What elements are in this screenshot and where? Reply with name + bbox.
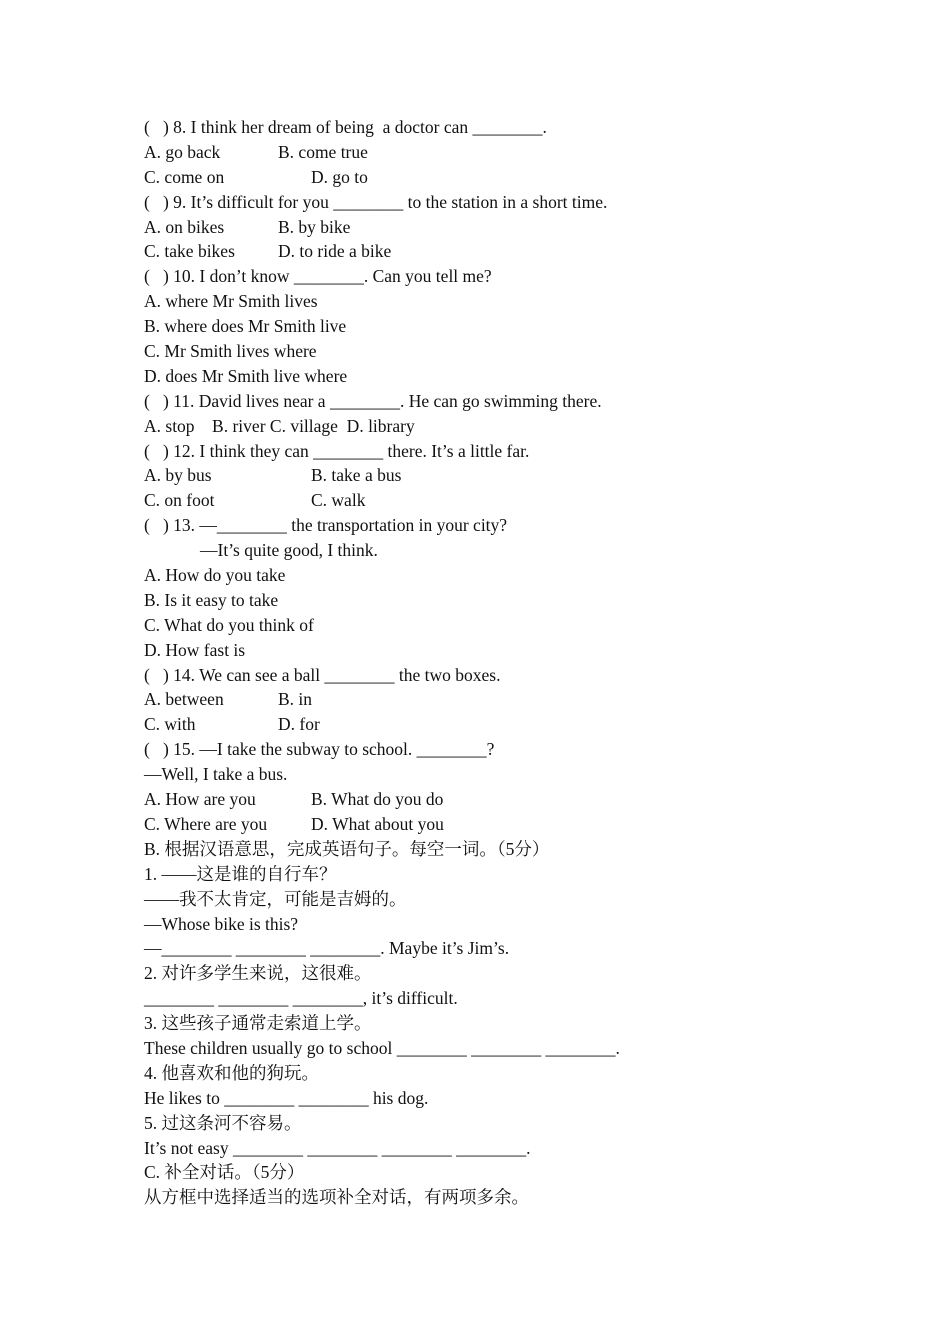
option-b: B. What do you do [311, 789, 444, 810]
question-10-stem: ( ) 10. I don’t know ________. Can you tell me? [144, 266, 492, 287]
option-c: C. What do you think of [144, 614, 314, 635]
question-12-options-row-2 [144, 488, 844, 513]
option-a: A. between [144, 689, 224, 710]
option-d: D. What about you [311, 813, 444, 834]
section-b-line: ——我不太肯定，可能是吉姆的。 [144, 888, 407, 909]
question-9-options-row-2 [144, 239, 844, 264]
section-b-line: 3. 这些孩子通常走索道上学。 [144, 1013, 372, 1034]
question-15-stem: ( ) 15. —I take the subway to school. ________? [144, 739, 495, 760]
option-a: A. How do you take [144, 565, 286, 586]
question-13-reply: —It’s quite good, I think. [200, 540, 378, 561]
question-14-options-row-2 [144, 712, 844, 737]
option-b: B. in [278, 689, 313, 710]
question-9-stem: ( ) 9. It’s difficult for you ________ to the station in a short time. [144, 191, 608, 212]
option-b: B. by bike [278, 216, 351, 237]
option-c: C. on foot [144, 490, 215, 511]
section-b-line: These children usually go to school ________ ________ ________. [144, 1037, 620, 1058]
question-11-options: A. stop B. river C. village D. library [144, 415, 415, 436]
option-a: A. where Mr Smith lives [144, 291, 318, 312]
option-c: C. Mr Smith lives where [144, 341, 317, 362]
section-b-line: 4. 他喜欢和他的狗玩。 [144, 1062, 319, 1083]
section-b-line: 5. 过这条河不容易。 [144, 1112, 302, 1133]
question-15-reply: —Well, I take a bus. [144, 764, 288, 785]
option-a: A. go back [144, 141, 221, 162]
section-b-line: He likes to ________ ________ his dog. [144, 1087, 429, 1108]
option-c: C. take bikes [144, 241, 235, 262]
option-b: B. come true [278, 141, 368, 162]
question-8-stem: ( ) 8. I think her dream of being a doctor can ________. [144, 117, 547, 137]
option-d: D. How fast is [144, 639, 246, 660]
question-12-options-row-1 [144, 463, 844, 488]
question-8-options-row-2 [144, 165, 844, 190]
question-9-options-row-1 [144, 215, 844, 240]
section-b-line: It’s not easy ________ ________ ________ ________. [144, 1137, 531, 1158]
section-b-line: 1. ——这是谁的自行车？ [144, 863, 337, 884]
question-8-options-row-1 [144, 140, 844, 165]
option-c: C. with [144, 714, 196, 735]
section-b-line: —________ ________ ________. Maybe it’s Jim’s. [144, 938, 510, 959]
worksheet [144, 115, 844, 1210]
option-a: A. on bikes [144, 216, 225, 237]
section-b-heading: B. 根据汉语意思，完成英语句子。每空一词。（5分） [144, 838, 550, 859]
question-13-stem: ( ) 13. —________ the transportation in your city? [144, 515, 508, 536]
option-d: D. go to [311, 166, 368, 187]
option-b: B. where does Mr Smith live [144, 316, 347, 337]
section-b-line: 2. 对许多学生来说，这很难。 [144, 963, 372, 984]
question-14-options-row-1 [144, 687, 844, 712]
question-11-stem: ( ) 11. David lives near a ________. He can go swimming there. [144, 390, 602, 411]
option-d: D. to ride a bike [278, 241, 392, 262]
section-c-heading: C. 补全对话。（5分） [144, 1162, 305, 1183]
section-b-line: ________ ________ ________, it’s difficult. [144, 988, 458, 1009]
option-c: C. Where are you [144, 813, 268, 834]
option-a: A. How are you [144, 789, 256, 810]
option-b: B. take a bus [311, 465, 402, 486]
question-14-stem: ( ) 14. We can see a ball ________ the two boxes. [144, 664, 501, 685]
option-c: C. come on [144, 166, 225, 187]
section-c-instruction: 从方框中选择适当的选项补全对话，有两项多余。 [144, 1187, 529, 1208]
option-b: B. Is it easy to take [144, 589, 279, 610]
section-b-line: —Whose bike is this? [144, 913, 299, 934]
option-a: A. by bus [144, 465, 212, 486]
question-15-options-row-2 [144, 812, 844, 837]
option-d: D. for [278, 714, 320, 735]
option-d: C. walk [311, 490, 366, 511]
question-12-stem: ( ) 12. I think they can ________ there. It’s a little far. [144, 440, 530, 461]
question-15-options-row-1 [144, 787, 844, 812]
option-d: D. does Mr Smith live where [144, 365, 348, 386]
